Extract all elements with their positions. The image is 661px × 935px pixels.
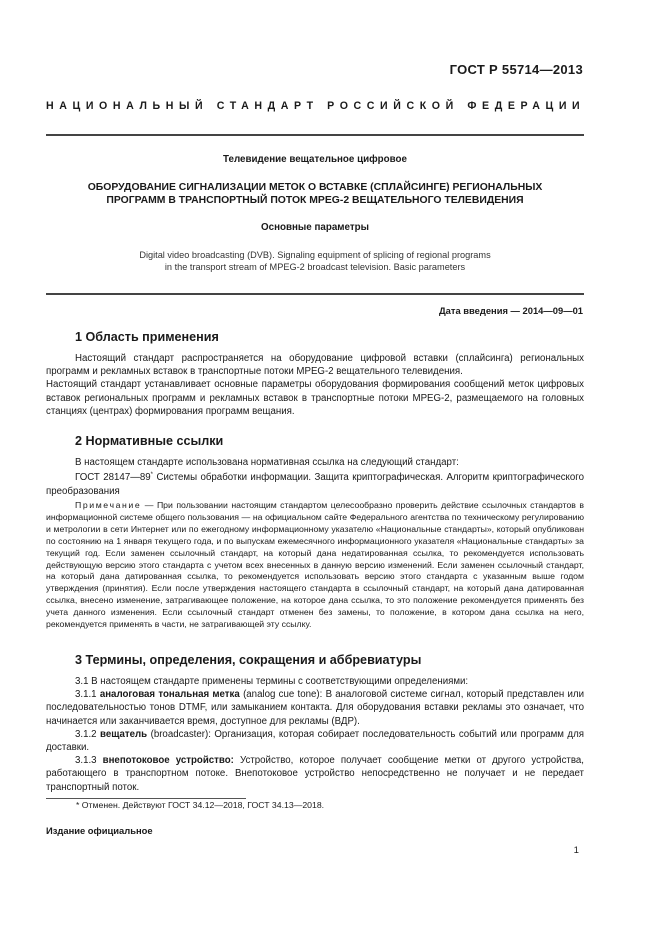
- footnote-text: Отменен. Действуют ГОСТ 34.12—2018, ГОСТ 34.13—2018.: [79, 800, 325, 810]
- term-3-1-3: [46, 754, 584, 794]
- national-standard-banner: НАЦИОНАЛЬНЫЙ СТАНДАРТ РОССИЙСКОЙ ФЕДЕРАЦИИ: [46, 100, 586, 112]
- standard-title-line1: ОБОРУДОВАНИЕ СИГНАЛИЗАЦИИ МЕТОК О ВСТАВКЕ (СПЛАЙСИНГЕ) РЕГИОНАЛЬНЫХ: [87, 182, 543, 193]
- reference-code: ГОСТ 28147—89: [75, 472, 151, 484]
- header-divider: [46, 134, 584, 136]
- official-edition-label: Издание официальное: [46, 825, 153, 836]
- document-code: ГОСТ Р 55714—2013: [449, 62, 583, 77]
- section-1-paragraph-2: Настоящий стандарт устанавливает основные параметры оборудования формирования сообщений меток цифровых вставок региональных программ и рекламных вставок в транспортные потоки MPEG-2, размещаемого на головных станциях (центрах) формирования программ вещания.: [46, 379, 584, 417]
- term-3-1-2: [46, 728, 584, 754]
- section-1-body: [46, 352, 584, 418]
- english-title-line1: Digital video broadcasting (DVB). Signaling equipment of splicing of regional programs: [139, 250, 491, 260]
- footnote-divider: [46, 798, 246, 799]
- term-name: внепотоковое устройство:: [102, 755, 234, 767]
- term-3-1-1: [46, 688, 584, 728]
- section-1-paragraph-1: Настоящий стандарт распространяется на оборудование цифровой вставки (сплайсинга) региональных программ и рекламных вставок в транспортные потоки MPEG-2 вещательного телевидения.: [46, 353, 584, 378]
- section-3-heading: 3 Термины, определения, сокращения и аббревиатуры: [75, 653, 422, 667]
- english-title-line2: in the transport stream of MPEG-2 broadcast television. Basic parameters: [164, 262, 466, 272]
- english-title: [46, 249, 584, 273]
- page-number: 1: [573, 845, 579, 856]
- footnote-mark: *: [76, 800, 80, 810]
- standard-title: [46, 181, 584, 207]
- reference-title: Системы обработки информации. Защита криптографическая. Алгоритм криптографического преобразования: [46, 472, 585, 497]
- standard-category: Телевидение вещательное цифровое: [223, 154, 407, 165]
- term-definition: (analog cue tone): В аналоговой системе сигнал, который представлен или последовательностью тонов DTMF, или замыканием контакта. Для оборудования вставки рекламы это означает, что начинается или заканчивается время, доступное для рекламы (ВДР).: [46, 689, 584, 727]
- term-number: 3.1.3: [75, 755, 103, 767]
- section-2-paragraph-1: В настоящем стандарте использована нормативная ссылка на следующий стандарт:: [75, 457, 459, 468]
- note-label: Примечание: [75, 500, 142, 510]
- title-divider: [46, 293, 584, 295]
- footnote: [76, 800, 324, 810]
- introduction-date: Дата введения — 2014—09—01: [438, 305, 583, 316]
- section-3-body: [46, 675, 584, 794]
- note-text: — При пользовании настоящим стандартом целесообразно проверить действие ссылочных стандартов в информационной системе общего пользования — на официальном сайте Федерального агентства по техническому регулированию и метрологии в сети Интернет или по ежегодному информационному указателю «Национальные стандарты», который опубликован по состоянию на 1 января текущего года, и по выпускам ежемесячного информационного указателя «Национальные стандарты» за текущий год. Если заменен ссылочный стандарт, на который дана недатированная ссылка, то рекомендуется использовать действующую версию этого стандарта с учетом всех внесенных в данную версию изменений. Если заменен ссылочный стандарт, на который дана датированная ссылка, то рекомендуется использовать версию этого стандарта с указанным выше годом утверждения (принятия). Если после утверждения настоящего стандарта в ссылочный стандарт, на который дана датированная ссылка, внесено изменение, затрагивающее положение, на которое дана ссылка, то это положение рекомендуется применять без учета данного изменения. Если ссылочный стандарт отменен без замены, то положение, в котором дана ссылка на него, рекомендуется применять в части, не затрагивающей эту ссылку.: [46, 500, 584, 630]
- section-2-note: [46, 500, 584, 631]
- term-number: 3.1.2: [75, 728, 100, 740]
- term-name: вещатель: [100, 728, 148, 740]
- term-name: аналоговая тональная метка: [99, 689, 240, 701]
- normative-reference: [46, 469, 584, 498]
- section-2-body: [46, 456, 584, 498]
- standard-subtitle: Основные параметры: [261, 222, 369, 233]
- term-definition: Устройство, которое получает сообщение метки от другого устройства, работающего в транспортном потоке. Внепотоковое устройство непосредственно не получает и не передает транспортный поток.: [46, 755, 584, 793]
- standard-title-line2: ПРОГРАММ В ТРАНСПОРТНЫЙ ПОТОК MPEG-2 ВЕЩАТЕЛЬНОГО ТЕЛЕВИДЕНИЯ: [106, 195, 524, 206]
- section-3-paragraph-1: 3.1 В настоящем стандарте применены термины с соответствующими определениями:: [75, 676, 469, 687]
- term-number: 3.1.1: [75, 689, 100, 701]
- section-2-heading: 2 Нормативные ссылки: [75, 434, 224, 448]
- term-definition: (broadcaster): Организация, которая собирает последовательность событий или программ для доставки.: [46, 728, 584, 754]
- reference-footnote-mark: *: [150, 472, 154, 479]
- section-1-heading: 1 Область применения: [75, 330, 219, 344]
